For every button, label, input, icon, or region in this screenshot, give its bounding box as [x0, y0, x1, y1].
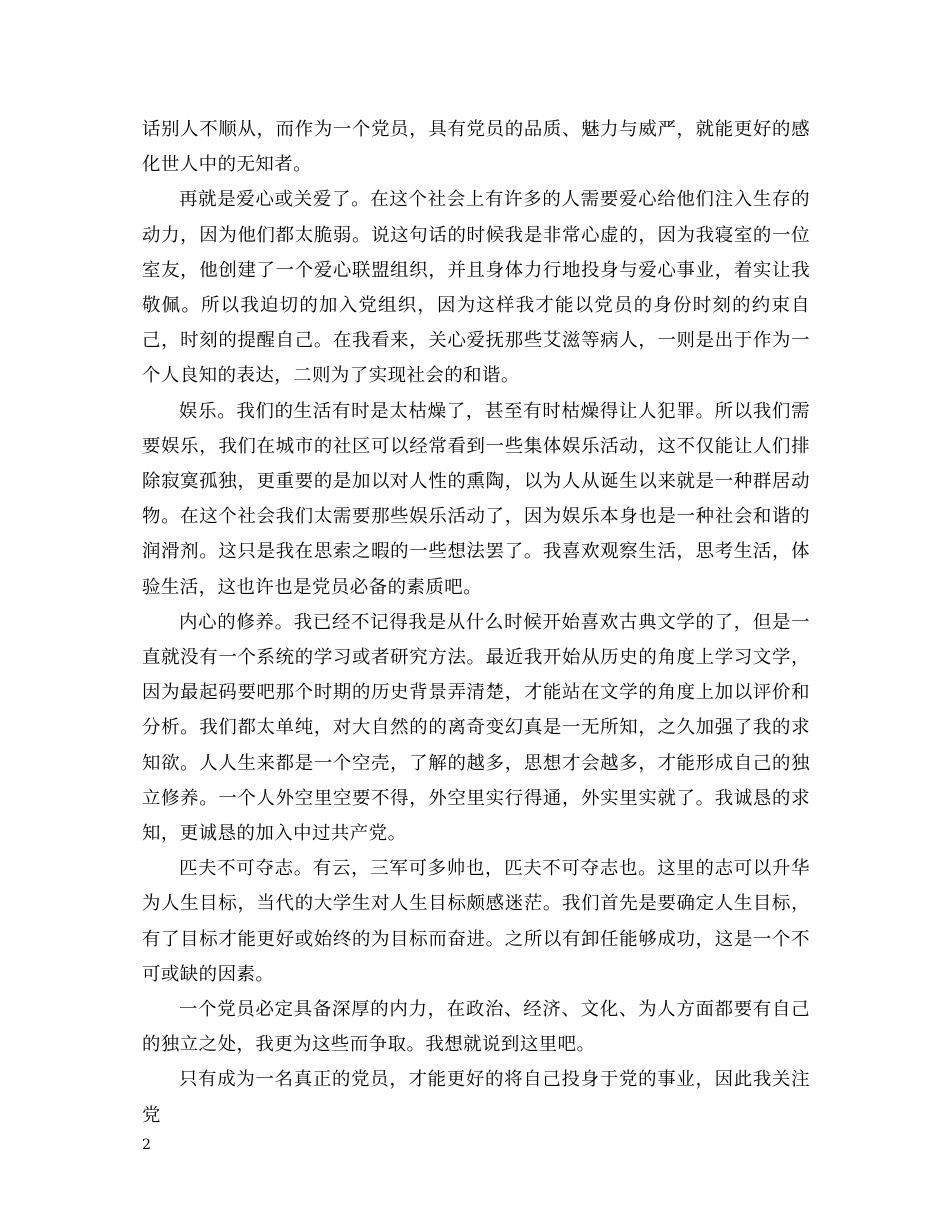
paragraph: 话别人不顺从，而作为一个党员，具有党员的品质、魅力与威严，就能更好的感化世人中的无知者。: [142, 119, 810, 176]
paragraph: 只有成为一名真正的党员，才能更好的将自己投身于党的事业，因此我关注党: [142, 1069, 810, 1126]
body-text: [142, 112, 810, 1133]
paragraph: 一个党员必定具备深厚的内力，在政治、经济、文化、为人方面都要有自己的独立之处，我更为这些而争取。我想就说到这里吧。: [142, 999, 810, 1056]
paragraph: 内心的修养。我已经不记得我是从什么时候开始喜欢古典文学的了，但是一直就没有一个系统的学习或者研究方法。最近我开始从历史的角度上学习文学，因为最起码要吧那个时期的历史背景弄清楚，才能站在文学的角度上加以评价和分析。我们都太单纯，对大自然的的离奇变幻真是一无所知，之久加强了我的求知欲。人人生来都是一个空壳，了解的越多，思想才会越多，才能形成自己的独立修养。一个人外空里空要不得，外空里实行得通，外实里实就了。我诚恳的求知，更诚恳的加入中过共产党。: [142, 611, 810, 845]
paragraph: 匹夫不可夺志。有云，三军可多帅也，匹夫不可夺志也。这里的志可以升华为人生目标，当代的大学生对人生目标颇感迷茫。我们首先是要确定人生目标，有了目标才能更好或始终的为目标而奋进。之所以有卸任能够成功，这是一个不可或缺的因素。: [142, 858, 810, 985]
paragraph: 娱乐。我们的生活有时是太枯燥了，甚至有时枯燥得让人犯罪。所以我们需要娱乐，我们在城市的社区可以经常看到一些集体娱乐活动，这不仅能让人们排除寂寞孤独，更重要的是加以对人性的熏陶，以为人从诞生以来就是一种群居动物。在这个社会我们太需要那些娱乐活动了，因为娱乐本身也是一种社会和谐的润滑剂。这只是我在思索之暇的一些想法罢了。我喜欢观察生活，思考生活，体验生活，这也许也是党员必备的素质吧。: [142, 400, 810, 598]
page-number: 2: [142, 1137, 151, 1153]
paragraph: 再就是爱心或关爱了。在这个社会上有许多的人需要爱心给他们注入生存的动力，因为他们都太脆弱。说这句话的时候我是非常心虚的，因为我寝室的一位室友，他创建了一个爱心联盟组织，并且身体力行地投身与爱心事业，着实让我敬佩。所以我迫切的加入党组织，因为这样我才能以党员的身份时刻的约束自己，时刻的提醒自己。在我看来，关心爱抚那些艾滋等病人，一则是出于作为一个人良知的表达，二则为了实现社会的和谐。: [142, 189, 810, 387]
